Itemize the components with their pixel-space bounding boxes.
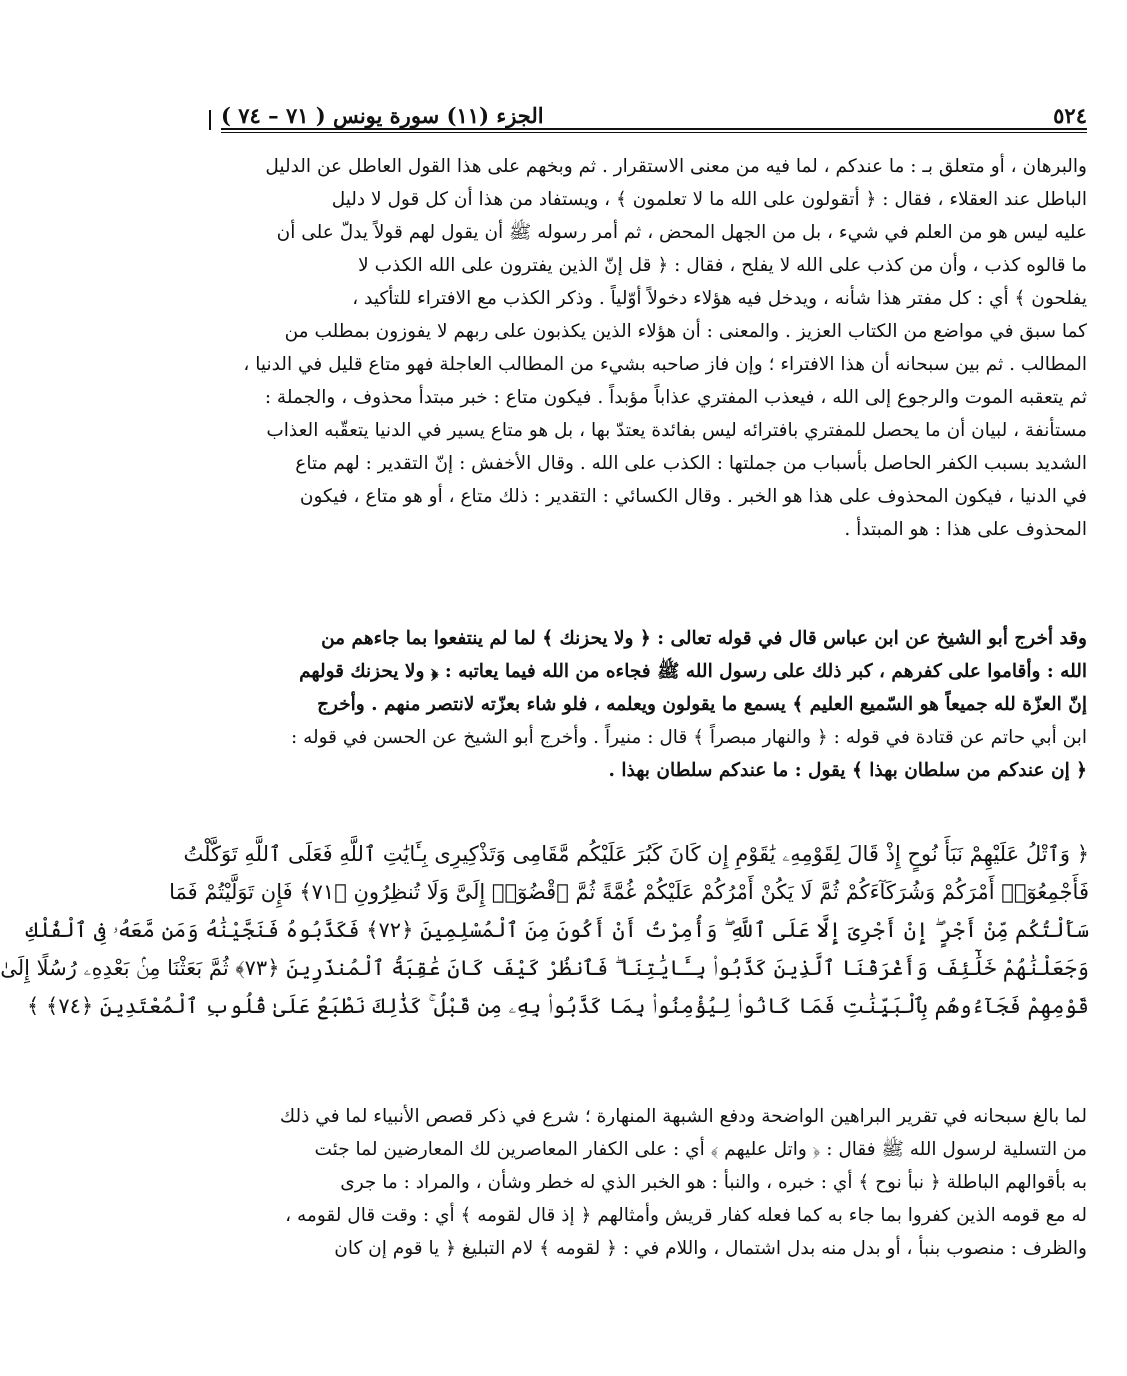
text-line: ما قالوه كذب ، وأن من كذب على الله لا يفلح ، فقال : ﴿ قل إنّ الذين يفترون على الله الكذب لا — [358, 255, 1087, 276]
text-line: عليه ليس هو من العلم في شيء ، بل من الجهل المحض ، ثم أمر رسوله ﷺ أن يقول لهم قولاً يدلّ على أن — [276, 222, 1087, 243]
text-line: به بأقوالهم الباطلة ﴿ نبأ نوح ﴾ أي : خبره ، والنبأ : هو الخبر الذي له خطر وشأن ، والمراد : ما جرى — [340, 1172, 1087, 1193]
text-line: لما بالغ سبحانه في تقرير البراهين الواضحة ودفع الشبهة المنهارة ؛ شرع في ذكر قصص الأنبياء لما في ذلك — [279, 1106, 1087, 1127]
page-header — [221, 92, 1087, 128]
text-line: والظرف : منصوب بنبأ ، أو بدل منه بدل اشتمال ، واللام في : ﴿ لقومه ﴾ لام التبليغ ﴿ يا قوم إن كان — [334, 1238, 1087, 1259]
running-title: الجزء (١١) سورة يونس ( ٧١ – ٧٤ ) — [221, 103, 544, 128]
verse-line: قَوْمِهِمْ فَجَآءُوهُم بِٱلْبَيِّنَٰتِ فَمَا كَانُوا۟ لِيُؤْمِنُوا۟ بِمَا كَذَّبُوا۟ بِهِۦ مِن قَبْلُ ۚ كَذَٰلِكَ نَطْبَعُ عَلَىٰ قُلُوبِ ٱلْمُعْتَدِينَ ﴿٧٤﴾ ﴾ — [27, 994, 1089, 1018]
verse-line: وَجَعَلْنَٰهُمْ خَلَٰٓئِفَ وَأَغْرَقْنَا ٱلَّذِينَ كَذَّبُوا۟ بِـَٔايَٰتِنَا ۖ فَٱنظُرْ كَيْفَ كَانَ عَٰقِبَةُ ٱلْمُنذَرِينَ ﴿٧٣﴾ ثُمَّ بَعَثْنَا مِنۢ بَعْدِهِۦ رُسُلًا إِلَىٰ — [0, 956, 1089, 980]
text-line: والبرهان ، أو متعلق بـ : ما عندكم ، لما فيه من معنى الاستقرار . ثم وبخهم على هذا القول العاطل عن الدليل — [265, 156, 1087, 177]
verse-line: سَأَلْتُكُم مِّنْ أَجْرٍ ۖ إِنْ أَجْرِىَ إِلَّا عَلَى ٱللَّهِ ۖ وَأُمِرْتُ أَنْ أَكُونَ مِنَ ٱلْمُسْلِمِينَ ﴿٧٢﴾ فَكَذَّبُوهُ فَنَجَّيْنَٰهُ وَمَن مَّعَهُۥ فِى ٱلْفُلْكِ — [25, 918, 1089, 942]
commentary-paragraph-2 — [201, 622, 1087, 787]
quran-verses-block — [0, 835, 1089, 1025]
commentary-paragraph-3 — [201, 1100, 1087, 1265]
text-line: الباطل عند العقلاء ، فقال : ﴿ أتقولون على الله ما لا تعلمون ﴾ ، ويستفاد من هذا أن كل قول لا دليل — [331, 189, 1087, 210]
text-line: إنّ العزّة لله جميعاً هو السّميع العليم ﴾ يسمع ما يقولون ويعلمه ، فلو شاء بعزّته لانتصر منهم . وأخرج — [317, 694, 1087, 715]
text-line: المطالب . ثم بين سبحانه أن هذا الافتراء ؛ وإن فاز صاحبه بشيء من المطالب العاجلة فهو متاع قليل في الدنيا ، — [243, 354, 1087, 375]
text-line: الله : وأقاموا على كفرهم ، كبر ذلك على رسول الله ﷺ فجاءه من الله فيما يعاتبه : ﴿ ولا يحزنك قولهم — [299, 661, 1087, 682]
verse-line: ﴿ وَٱتْلُ عَلَيْهِمْ نَبَأَ نُوحٍ إِذْ قَالَ لِقَوْمِهِۦ يَٰقَوْمِ إِن كَانَ كَبُرَ عَلَيْكُم مَّقَامِى وَتَذْكِيرِى بِـَٔايَٰتِ ٱللَّهِ فَعَلَى ٱللَّهِ تَوَكَّلْتُ — [183, 842, 1089, 866]
text-line: ﴿ إن عندكم من سلطان بهذا ﴾ يقول : ما عندكم سلطان بهذا . — [608, 760, 1087, 781]
text-line: الشديد بسبب الكفر الحاصل بأسباب من جملتها : الكذب على الله . وقال الأخفش : إنّ التقدير : لهم متاع — [295, 453, 1087, 474]
header-margin-tick — [209, 110, 211, 130]
text-line: يفلحون ﴾ أي : كل مفتر هذا شأنه ، ويدخل فيه هؤلاء دخولاً أوّلياً . وذكر الكذب مع الافتراء للتأكيد ، — [352, 288, 1087, 309]
text-line: وقد أخرج أبو الشيخ عن ابن عباس قال في قوله تعالى : ﴿ ولا يحزنك ﴾ لما لم ينتفعوا بما جاءهم من — [321, 628, 1087, 649]
page-number: ٥٢٤ — [1053, 103, 1087, 128]
text-line: له مع قومه الذين كفروا بما جاء به كما فعله كفار قريش وأمثالهم ﴿ إذ قال لقومه ﴾ أي : وقت قال لقومه ، — [285, 1205, 1087, 1226]
text-line: المحذوف على هذا : هو المبتدأ . — [844, 519, 1087, 540]
text-line: من التسلية لرسول الله ﷺ فقال : ﴿ واتل عليهم ﴾ أي : على الكفار المعاصرين لك المعارضين لما جئت — [314, 1139, 1087, 1160]
text-line: كما سبق في مواضع من الكتاب العزيز . والمعنى : أن هؤلاء الذين يكذبون على ربهم لا يفوزون بمطلب من — [284, 321, 1087, 342]
text-line: مستأنفة ، لبيان أن ما يحصل للمفتري بافترائه ليس بفائدة يعتدّ بها ، بل هو متاع يسير في الدنيا يتعقّبه العذاب — [266, 420, 1087, 441]
text-line: ثم يتعقبه الموت والرجوع إلى الله ، فيعذب المفتري عذاباً مؤبداً . فيكون متاع : خبر مبتدأ محذوف ، والجملة : — [264, 387, 1087, 408]
text-line: في الدنيا ، فيكون المحذوف على هذا هو الخبر . وقال الكسائي : التقدير : ذلك متاع ، أو هو متاع ، فيكون — [299, 486, 1087, 507]
text-line: ابن أبي حاتم عن قتادة في قوله : ﴿ والنهار مبصراً ﴾ قال : منيراً . وأخرج أبو الشيخ عن الحسن في قوله : — [290, 727, 1087, 748]
header-rule — [221, 128, 1087, 133]
verse-line: فَأَجْمِعُوٓا۟ أَمْرَكُمْ وَشُرَكَآءَكُمْ ثُمَّ لَا يَكُنْ أَمْرُكُمْ عَلَيْكُمْ غُمَّةً ثُمَّ ٱقْضُوٓا۟ إِلَىَّ وَلَا تُنظِرُونِ ﴿٧١﴾ فَإِن تَوَلَّيْتُمْ فَمَا — [169, 880, 1089, 904]
commentary-paragraph-1 — [201, 150, 1087, 546]
